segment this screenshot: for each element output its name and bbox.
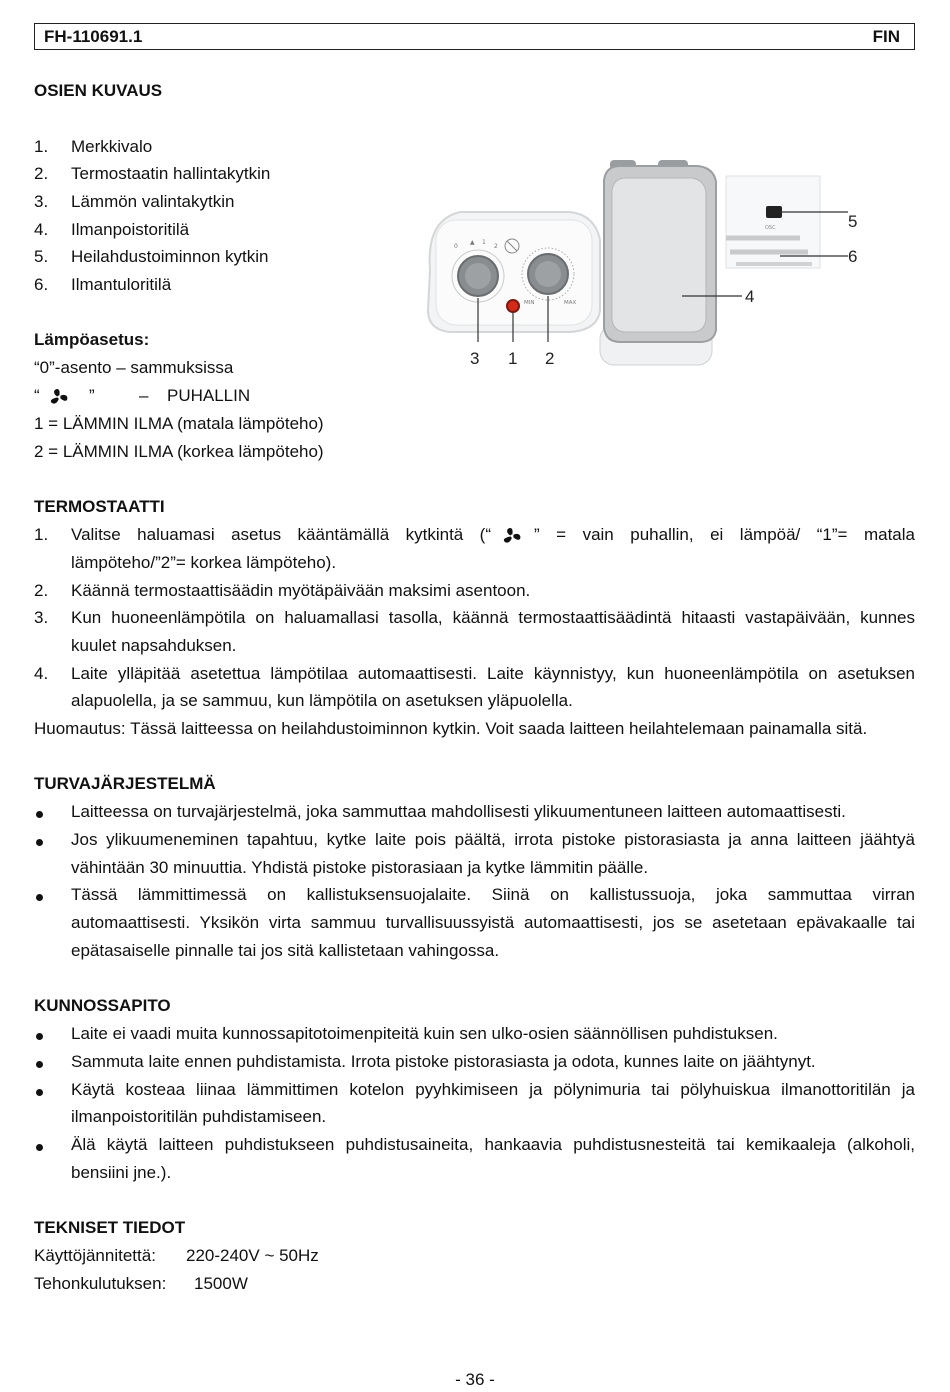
svg-text:OSC: OSC <box>765 225 776 231</box>
fan-icon <box>48 387 70 412</box>
list-item-continuation: vähintään 30 minuuttia. Yhdistä pistoke pistorasiaan ja kytke lämmitin päälle. <box>71 858 649 877</box>
parts-heading: OSIEN KUVAUS <box>34 81 163 100</box>
bullet <box>36 1144 43 1151</box>
heat-fan-line: “ ” – PUHALLIN <box>34 386 334 406</box>
callout-3: 3 <box>470 349 480 368</box>
bullet <box>36 1033 43 1040</box>
list-item-continuation: kuulet napsahduksen. <box>71 636 237 655</box>
bullet <box>36 1089 43 1096</box>
callout-2: 2 <box>545 349 555 368</box>
svg-text:▲: ▲ <box>470 239 475 246</box>
power-label: Tehonkulutuksen: <box>34 1274 167 1293</box>
heat-two-line: 2 = LÄMMIN ILMA (korkea lämpöteho) <box>34 442 324 461</box>
fan-icon <box>501 526 523 551</box>
indicator-light <box>507 300 519 312</box>
callout-5: 5 <box>848 212 858 231</box>
power-value: 1500W <box>194 1274 248 1293</box>
language-code: FIN <box>872 27 900 46</box>
list-item: Laite ei vaadi muita kunnossapitotoimenpiteitä kuin sen ulko-osien säännöllisen puhdistuksen. <box>71 1024 778 1043</box>
svg-text:MAX: MAX <box>564 300 577 306</box>
svg-text:2: 2 <box>494 243 498 250</box>
svg-text:MIN: MIN <box>524 300 535 306</box>
control-panel-illustration <box>428 212 600 332</box>
document-id: FH-110691.1 <box>44 27 143 46</box>
bullet <box>36 894 43 901</box>
heat-one-line: 1 = LÄMMIN ILMA (matala lämpöteho) <box>34 414 324 433</box>
list-item-continuation: epätasaiselle pinnalle tai jos sitä kallistetaan vahingossa. <box>71 941 500 960</box>
heater-front-illustration <box>600 160 716 365</box>
callout-1: 1 <box>508 349 518 368</box>
heater-side-detail-illustration <box>726 176 820 268</box>
voltage-label: Käyttöjännitettä: <box>34 1246 156 1265</box>
svg-text:1: 1 <box>482 239 486 246</box>
thermostat-heading: TERMOSTAATTI <box>34 497 165 516</box>
oscillation-switch <box>766 206 782 218</box>
list-item: Laitteessa on turvajärjestelmä, joka sammuttaa mahdollisesti ylikuumentuneen laitteen automaattisesti. <box>71 802 846 821</box>
list-item-continuation: lämpöteho/”2”= korkea lämpöteho). <box>71 553 337 572</box>
callout-4: 4 <box>745 287 755 306</box>
document-header <box>34 23 915 50</box>
list-item: Sammuta laite ennen puhdistamista. Irrota pistoke pistorasiasta ja odota, kunnes laite on jäähtynyt. <box>71 1052 816 1071</box>
list-item-continuation: bensiini jne.). <box>71 1163 172 1182</box>
bullet <box>36 1061 43 1068</box>
voltage-value: 220-240V ~ 50Hz <box>186 1246 319 1265</box>
safety-heading: TURVAJÄRJESTELMÄ <box>34 774 216 793</box>
heat-settings-heading: Lämpöasetus: <box>34 330 150 349</box>
bullet <box>36 811 43 818</box>
heater-figure <box>420 160 860 375</box>
specs-heading: TEKNISET TIEDOT <box>34 1218 186 1237</box>
svg-text:0: 0 <box>454 243 458 250</box>
list-item-continuation: alapuolella, ja se sammuu, kun lämpötila on asetuksen yläpuolella. <box>71 691 573 710</box>
maintenance-heading: KUNNOSSAPITO <box>34 996 171 1015</box>
page-number: - 36 - <box>455 1370 495 1389</box>
heat-zero-line: “0”-asento – sammuksissa <box>34 358 234 377</box>
callout-6: 6 <box>848 247 858 266</box>
list-item-continuation: ilmanpoistoritilän puhdistamiseen. <box>71 1107 327 1126</box>
bullet <box>36 839 43 846</box>
thermostat-note: Huomautus: Tässä laitteessa on heilahdustoiminnon kytkin. Voit saada laitteen heilahtelemaan painamalla sitä. <box>34 719 868 738</box>
